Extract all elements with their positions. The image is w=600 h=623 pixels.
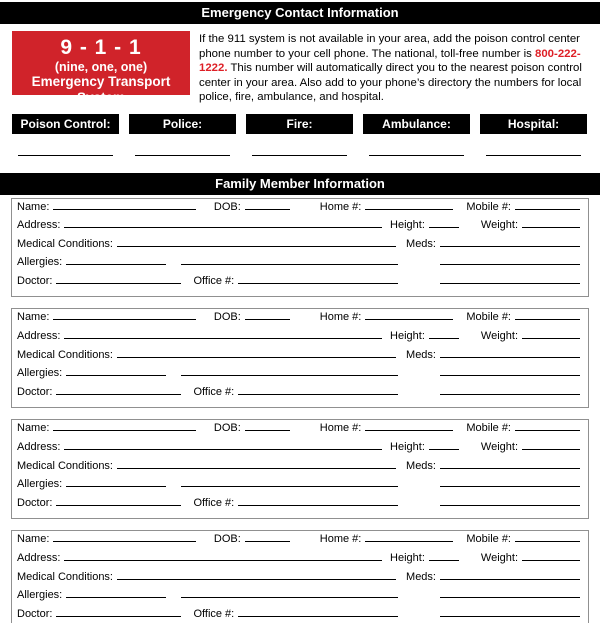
office-phone-label: Office #:: [193, 385, 235, 398]
doctor-label: Doctor:: [17, 496, 53, 509]
dob-fill-line: [245, 541, 290, 542]
home-phone-label: Home #:: [319, 200, 362, 213]
allergies-label: Allergies:: [17, 367, 63, 380]
member-row-medical-meds: [17, 238, 580, 257]
name-fill-line: [53, 319, 195, 320]
name-label: Name:: [17, 200, 50, 213]
member-row-name-dob-phones: [17, 533, 580, 552]
medical-conditions-fill-line: [117, 468, 396, 469]
meds-fill-line: [440, 579, 580, 580]
contact-column-hospital: [480, 114, 587, 156]
doctor-fill-line: [56, 283, 181, 284]
fire-label: Fire:: [246, 114, 353, 134]
member-row-doctor-office: [17, 386, 580, 405]
medical-conditions-fill-line: [117, 246, 396, 247]
home-phone-fill-line: [365, 319, 453, 320]
address-label: Address:: [17, 219, 61, 232]
allergies-label: Allergies:: [17, 256, 63, 269]
mobile-phone-label: Mobile #:: [466, 311, 511, 324]
meds-label: Meds:: [406, 348, 436, 361]
emergency-number: 9 - 1 - 1: [60, 36, 142, 59]
home-phone-label: Home #:: [319, 311, 362, 324]
allergies-label: Allergies:: [17, 478, 63, 491]
home-phone-fill-line: [365, 209, 453, 210]
height-fill-line: [429, 227, 459, 228]
dob-fill-line: [245, 430, 290, 431]
medical-conditions-fill-line: [117, 357, 396, 358]
member-row-doctor-office: [17, 497, 580, 516]
emergency-transport-label: Emergency Transport System: [31, 74, 171, 105]
address-label: Address:: [17, 330, 61, 343]
allergies-fill-line: [66, 486, 166, 487]
police-fill-line: [135, 155, 230, 156]
address-fill-line: [64, 227, 382, 228]
mobile-phone-label: Mobile #:: [466, 200, 511, 213]
doctor-fill-line: [56, 505, 181, 506]
height-label: Height:: [390, 219, 425, 232]
ambulance-label: Ambulance:: [363, 114, 470, 134]
poison-control-phone-number: 800-222-1222.: [199, 47, 581, 74]
office-phone-fill-line: [238, 616, 398, 617]
intro-text-before: If the 911 system is not available in your area, add the poison control center phone number to your cell phone. The national, toll-free number is: [199, 33, 580, 60]
police-label: Police:: [129, 114, 236, 134]
name-label: Name:: [17, 533, 50, 546]
office-phone-label: Office #:: [193, 496, 235, 509]
height-label: Height:: [390, 552, 425, 564]
weight-label: Weight:: [480, 441, 518, 454]
address-fill-line: [64, 449, 382, 450]
height-label: Height:: [390, 330, 425, 343]
weight-fill-line: [522, 449, 580, 450]
mobile-phone-fill-line: [515, 209, 580, 210]
address-fill-line: [64, 560, 382, 561]
member-row-medical-meds: [17, 349, 580, 368]
medical-conditions-label: Medical Conditions:: [17, 348, 113, 361]
mobile-phone-label: Mobile #:: [466, 422, 511, 435]
meds-continuation-line-2: [440, 616, 580, 617]
height-fill-line: [429, 560, 459, 561]
member-row-medical-meds: [17, 571, 580, 590]
medical-conditions-fill-line: [117, 579, 396, 580]
intro-text-after: This number will automatically direct you to the nearest poison control center in your area. Also add to your phone’s directory the numbers for local police, fire, ambulance, and hospital.: [199, 62, 582, 103]
home-phone-label: Home #:: [319, 533, 362, 546]
doctor-fill-line: [56, 616, 181, 617]
home-phone-fill-line: [365, 430, 453, 431]
contact-column-ambulance: [363, 114, 470, 156]
allergies-fill-line: [66, 375, 166, 376]
mobile-phone-label: Mobile #:: [466, 533, 511, 546]
address-label: Address:: [17, 441, 61, 454]
allergies-label: Allergies:: [17, 589, 63, 602]
member-row-allergies: [17, 589, 580, 608]
dob-label: DOB:: [213, 311, 241, 324]
weight-label: Weight:: [480, 330, 518, 343]
meds-fill-line: [440, 246, 580, 247]
intro-paragraph: [199, 31, 590, 105]
name-label: Name:: [17, 422, 50, 435]
member-row-address-height-weight: [17, 552, 580, 571]
medical-conditions-label: Medical Conditions:: [17, 570, 113, 583]
allergies-fill-line: [66, 597, 166, 598]
office-phone-fill-line: [238, 394, 398, 395]
emergency-number-words: (nine, one, one): [54, 60, 148, 74]
member-row-address-height-weight: [17, 330, 580, 349]
name-fill-line: [53, 541, 195, 542]
name-fill-line: [53, 430, 195, 431]
office-phone-label: Office #:: [193, 607, 235, 620]
home-phone-fill-line: [365, 541, 453, 542]
dob-fill-line: [245, 319, 290, 320]
family-member-block: [11, 308, 589, 408]
office-phone-label: Office #:: [193, 274, 235, 287]
emergency-contacts-row: [12, 114, 587, 156]
dob-fill-line: [245, 209, 290, 210]
intro-row: [12, 31, 590, 105]
weight-fill-line: [522, 338, 580, 339]
weight-fill-line: [522, 227, 580, 228]
mobile-phone-fill-line: [515, 319, 580, 320]
family-member-block: [11, 530, 589, 623]
allergies-continuation-line: [181, 486, 398, 487]
doctor-label: Doctor:: [17, 607, 53, 620]
doctor-fill-line: [56, 394, 181, 395]
address-fill-line: [64, 338, 382, 339]
hospital-label: Hospital:: [480, 114, 587, 134]
contact-column-police: [129, 114, 236, 156]
meds-continuation-line-2: [440, 505, 580, 506]
family-member-header: Family Member Information: [0, 173, 600, 195]
weight-label: Weight:: [480, 219, 518, 232]
meds-label: Meds:: [406, 459, 436, 472]
member-row-allergies: [17, 256, 580, 275]
height-fill-line: [429, 449, 459, 450]
member-row-name-dob-phones: [17, 311, 580, 330]
meds-continuation-line-1: [440, 486, 580, 487]
height-fill-line: [429, 338, 459, 339]
member-row-allergies: [17, 367, 580, 386]
office-phone-fill-line: [238, 283, 398, 284]
member-row-address-height-weight: [17, 219, 580, 238]
meds-continuation-line-1: [440, 597, 580, 598]
family-member-block: [11, 419, 589, 519]
member-row-allergies: [17, 478, 580, 497]
member-row-name-dob-phones: [17, 201, 580, 220]
hospital-fill-line: [486, 155, 581, 156]
meds-label: Meds:: [406, 570, 436, 583]
name-label: Name:: [17, 311, 50, 324]
name-fill-line: [53, 209, 195, 210]
member-row-doctor-office: [17, 275, 580, 294]
height-label: Height:: [390, 441, 425, 454]
meds-continuation-line-1: [440, 264, 580, 265]
meds-label: Meds:: [406, 237, 436, 250]
dob-label: DOB:: [213, 533, 241, 546]
allergies-continuation-line: [181, 597, 398, 598]
medical-conditions-label: Medical Conditions:: [17, 237, 113, 250]
family-member-block: [11, 198, 589, 298]
dob-label: DOB:: [213, 200, 241, 213]
weight-label: Weight:: [480, 552, 518, 564]
dob-label: DOB:: [213, 422, 241, 435]
meds-continuation-line-2: [440, 283, 580, 284]
member-row-address-height-weight: [17, 441, 580, 460]
member-row-medical-meds: [17, 460, 580, 479]
allergies-continuation-line: [181, 375, 398, 376]
emergency-911-box: [12, 31, 190, 105]
weight-fill-line: [522, 560, 580, 561]
fire-fill-line: [252, 155, 347, 156]
doctor-label: Doctor:: [17, 274, 53, 287]
address-label: Address:: [17, 552, 61, 564]
ambulance-fill-line: [369, 155, 464, 156]
member-row-name-dob-phones: [17, 422, 580, 441]
meds-fill-line: [440, 468, 580, 469]
office-phone-fill-line: [238, 505, 398, 506]
mobile-phone-fill-line: [515, 430, 580, 431]
home-phone-label: Home #:: [319, 422, 362, 435]
meds-continuation-line-2: [440, 394, 580, 395]
poison-control-fill-line: [18, 155, 113, 156]
allergies-fill-line: [66, 264, 166, 265]
emergency-contact-header: Emergency Contact Information: [0, 2, 600, 24]
member-row-doctor-office: [17, 608, 580, 623]
doctor-label: Doctor:: [17, 385, 53, 398]
meds-continuation-line-1: [440, 375, 580, 376]
medical-conditions-label: Medical Conditions:: [17, 459, 113, 472]
mobile-phone-fill-line: [515, 541, 580, 542]
poison-control-label: Poison Control:: [12, 114, 119, 134]
meds-fill-line: [440, 357, 580, 358]
contact-column-poison-control: [12, 114, 119, 156]
contact-column-fire: [246, 114, 353, 156]
family-members-list: [0, 198, 600, 623]
allergies-continuation-line: [181, 264, 398, 265]
